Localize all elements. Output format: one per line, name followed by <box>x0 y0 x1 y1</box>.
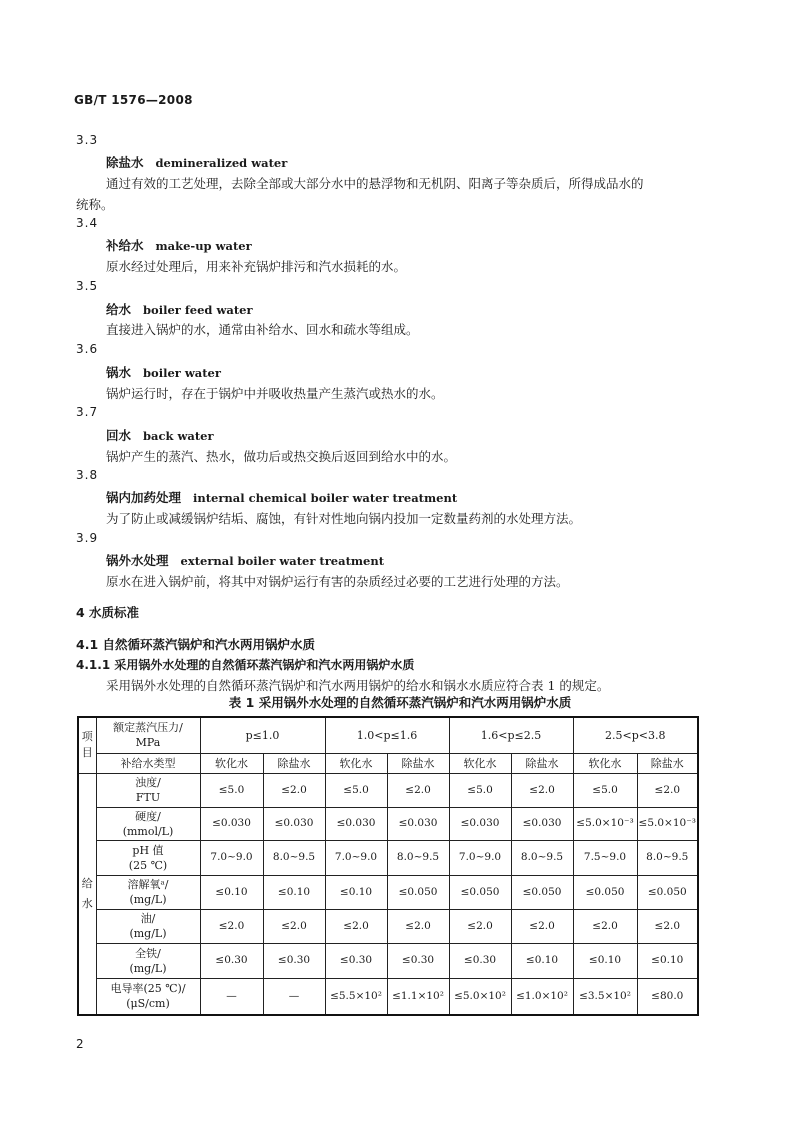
value-cell: ≤5.0 <box>449 773 511 807</box>
section-heading: 4.1 自然循环蒸汽锅炉和汽水两用锅炉水质 <box>76 637 315 652</box>
value-cell: ≤2.0 <box>573 909 637 943</box>
value-cell: ≤5.0×10² <box>449 978 511 1015</box>
value-cell: 7.0~9.0 <box>325 840 387 875</box>
parameter-unit: (μS/cm) <box>126 997 170 1011</box>
term-heading <box>106 153 287 171</box>
chapter-heading: 4 水质标准 <box>76 605 140 620</box>
table-caption: 表 1 采用锅外水处理的自然循环蒸汽锅炉和汽水两用锅炉水质 <box>228 695 572 710</box>
value-cell: — <box>200 978 263 1015</box>
term-heading <box>106 363 221 381</box>
table-header-row <box>78 717 698 753</box>
term-cn: 锅水 <box>106 365 132 380</box>
definition-text: 直接进入锅炉的水，通常由补给水、回水和疏水等组成。 <box>106 322 419 337</box>
parameter-name: 硬度/ <box>135 809 161 823</box>
value-cell: — <box>263 978 325 1015</box>
page-number: 2 <box>76 1037 84 1051</box>
subsection-heading: 4.1.1 采用锅外水处理的自然循环蒸汽锅炉和汽水两用锅炉水质 <box>76 658 415 672</box>
value-cell: ≤0.10 <box>573 943 637 978</box>
value-cell: ≤5.0 <box>573 773 637 807</box>
value-cell: ≤80.0 <box>637 978 698 1015</box>
value-cell: ≤2.0 <box>511 773 573 807</box>
value-cell: ≤0.30 <box>387 943 449 978</box>
value-cell: ≤5.0×10⁻³ <box>573 807 637 840</box>
value-cell: ≤0.050 <box>637 875 698 909</box>
group-label: 给水 <box>81 876 93 910</box>
pressure-range: p≤1.0 <box>200 717 325 753</box>
parameter-unit: (mg/L) <box>129 893 167 906</box>
term-heading <box>106 300 253 318</box>
value-cell: ≤0.050 <box>449 875 511 909</box>
term-cn: 回水 <box>106 428 132 443</box>
table-row <box>78 773 698 807</box>
water-type: 软化水 <box>200 753 263 773</box>
definition-text: 通过有效的工艺处理，去除全部或大部分水中的悬浮物和无机阴、阳离子等杂质后，所得成品水的 <box>106 176 644 191</box>
definition-text: 锅炉产生的蒸汽、热水，做功后或热交换后返回到给水中的水。 <box>106 449 457 464</box>
water-type: 除盐水 <box>263 753 325 773</box>
water-quality-table <box>77 716 699 1016</box>
value-cell: ≤0.30 <box>263 943 325 978</box>
term-heading <box>106 426 214 444</box>
value-cell: ≤0.030 <box>325 807 387 840</box>
term-cn: 补给水 <box>106 238 144 253</box>
value-cell: ≤0.10 <box>325 875 387 909</box>
value-cell: 8.0~9.5 <box>511 840 573 875</box>
pressure-label-cell <box>96 717 200 753</box>
value-cell: ≤5.0 <box>325 773 387 807</box>
parameter-cell <box>96 978 200 1015</box>
value-cell: ≤2.0 <box>449 909 511 943</box>
value-cell: ≤2.0 <box>325 909 387 943</box>
value-cell: ≤2.0 <box>511 909 573 943</box>
term-heading <box>106 488 457 506</box>
value-cell: ≤2.0 <box>387 909 449 943</box>
value-cell: ≤3.5×10² <box>573 978 637 1015</box>
definition-text: 原水经过处理后，用来补充锅炉排污和汽水损耗的水。 <box>106 259 407 274</box>
value-cell: ≤1.0×10² <box>511 978 573 1015</box>
water-type: 软化水 <box>449 753 511 773</box>
parameter-cell <box>96 840 200 875</box>
parameter-cell <box>96 909 200 943</box>
section-number: 3.5 <box>76 279 99 293</box>
parameter-name: 全铁/ <box>135 946 161 960</box>
parameter-cell <box>96 943 200 978</box>
value-cell: ≤2.0 <box>637 909 698 943</box>
value-cell: ≤2.0 <box>263 909 325 943</box>
value-cell: ≤0.10 <box>637 943 698 978</box>
parameter-unit: (25 ℃) <box>128 858 168 872</box>
pressure-range: 1.6<p≤2.5 <box>449 717 573 753</box>
table-body <box>78 773 698 1015</box>
value-cell: ≤0.030 <box>449 807 511 840</box>
value-cell: ≤5.0×10⁻³ <box>637 807 698 840</box>
pressure-label: 额定蒸汽压力/ <box>113 721 183 735</box>
water-type: 除盐水 <box>387 753 449 773</box>
table-row <box>78 840 698 875</box>
parameter-name: 浊度/ <box>135 776 161 789</box>
parameter-cell <box>96 807 200 840</box>
parameter-cell <box>96 875 200 909</box>
term-cn: 除盐水 <box>106 155 144 170</box>
table-row <box>78 909 698 943</box>
parameter-name: 电导率(25 ℃)/ <box>110 982 186 996</box>
section-number: 3.8 <box>76 468 99 482</box>
value-cell: 7.0~9.0 <box>200 840 263 875</box>
parameter-unit: (mmol/L) <box>122 824 174 838</box>
value-cell: ≤1.1×10² <box>387 978 449 1015</box>
value-cell: ≤2.0 <box>637 773 698 807</box>
value-cell: 7.5~9.0 <box>573 840 637 875</box>
value-cell: 8.0~9.5 <box>263 840 325 875</box>
term-cn: 锅外水处理 <box>106 553 169 568</box>
parameter-name: pH 值 <box>132 843 164 857</box>
value-cell: ≤0.030 <box>263 807 325 840</box>
term-heading <box>106 236 252 254</box>
value-cell: ≤0.30 <box>449 943 511 978</box>
section-number: 3.7 <box>76 405 99 419</box>
parameter-cell <box>96 773 200 807</box>
definition-text: 为了防止或减缓锅炉结垢、腐蚀，有针对性地向锅内投加一定数量药剂的水处理方法。 <box>106 511 582 526</box>
standard-number: GB/T 1576—2008 <box>74 93 193 107</box>
value-cell: ≤5.0 <box>200 773 263 807</box>
parameter-unit: (mg/L) <box>129 961 167 975</box>
term-en: external boiler water treatment <box>180 554 385 568</box>
term-en: boiler water <box>143 366 221 380</box>
value-cell: ≤0.050 <box>387 875 449 909</box>
value-cell: ≤0.30 <box>325 943 387 978</box>
term-en: internal chemical boiler water treatment <box>193 491 458 505</box>
value-cell: ≤0.050 <box>511 875 573 909</box>
section-number: 3.6 <box>76 342 99 356</box>
pressure-range: 2.5<p<3.8 <box>573 717 698 753</box>
table-row <box>78 875 698 909</box>
term-en: boiler feed water <box>143 303 253 317</box>
parameter-name: 溶解氧ᵃ/ <box>127 878 169 891</box>
value-cell: ≤5.5×10² <box>325 978 387 1015</box>
group-label-cell <box>78 773 96 1015</box>
parameter-name: 油/ <box>140 912 156 925</box>
table-row <box>78 978 698 1015</box>
water-type: 软化水 <box>573 753 637 773</box>
table-subheader-row <box>78 753 698 773</box>
item-header: 项目 <box>81 730 93 760</box>
value-cell: ≤2.0 <box>387 773 449 807</box>
term-cn: 给水 <box>106 302 132 317</box>
value-cell: ≤2.0 <box>263 773 325 807</box>
section-number: 3.4 <box>76 216 99 230</box>
value-cell: ≤0.030 <box>387 807 449 840</box>
water-type: 除盐水 <box>511 753 573 773</box>
parameter-unit: FTU <box>135 791 161 804</box>
section-number: 3.3 <box>76 133 99 147</box>
term-heading <box>106 551 384 569</box>
value-cell: 8.0~9.5 <box>637 840 698 875</box>
term-cn: 锅内加药处理 <box>106 490 182 505</box>
value-cell: ≤2.0 <box>200 909 263 943</box>
water-type: 除盐水 <box>637 753 698 773</box>
paragraph: 采用锅外水处理的自然循环蒸汽锅炉和汽水两用锅炉的给水和锅水水质应符合表 1 的规定。 <box>106 678 610 693</box>
value-cell: ≤0.030 <box>511 807 573 840</box>
definition-text: 统称。 <box>76 197 114 212</box>
value-cell: ≤0.10 <box>511 943 573 978</box>
pressure-range: 1.0<p≤1.6 <box>325 717 449 753</box>
water-type: 软化水 <box>325 753 387 773</box>
value-cell: ≤0.030 <box>200 807 263 840</box>
value-cell: ≤0.050 <box>573 875 637 909</box>
term-en: back water <box>143 429 214 443</box>
pressure-unit: MPa <box>135 736 161 750</box>
water-type-label: 补给水类型 <box>96 753 200 773</box>
definition-text: 原水在进入锅炉前，将其中对锅炉运行有害的杂质经过必要的工艺进行处理的方法。 <box>106 574 569 589</box>
value-cell: 8.0~9.5 <box>387 840 449 875</box>
term-en: demineralized water <box>155 156 288 170</box>
value-cell: ≤0.10 <box>200 875 263 909</box>
definition-text: 锅炉运行时，存在于锅炉中并吸收热量产生蒸汽或热水的水。 <box>106 386 444 401</box>
table-row <box>78 807 698 840</box>
section-number: 3.9 <box>76 531 99 545</box>
parameter-unit: (mg/L) <box>129 927 167 940</box>
value-cell: ≤0.10 <box>263 875 325 909</box>
term-en: make-up water <box>155 239 252 253</box>
table-row <box>78 943 698 978</box>
item-header-cell <box>78 717 96 773</box>
value-cell: ≤0.30 <box>200 943 263 978</box>
value-cell: 7.0~9.0 <box>449 840 511 875</box>
